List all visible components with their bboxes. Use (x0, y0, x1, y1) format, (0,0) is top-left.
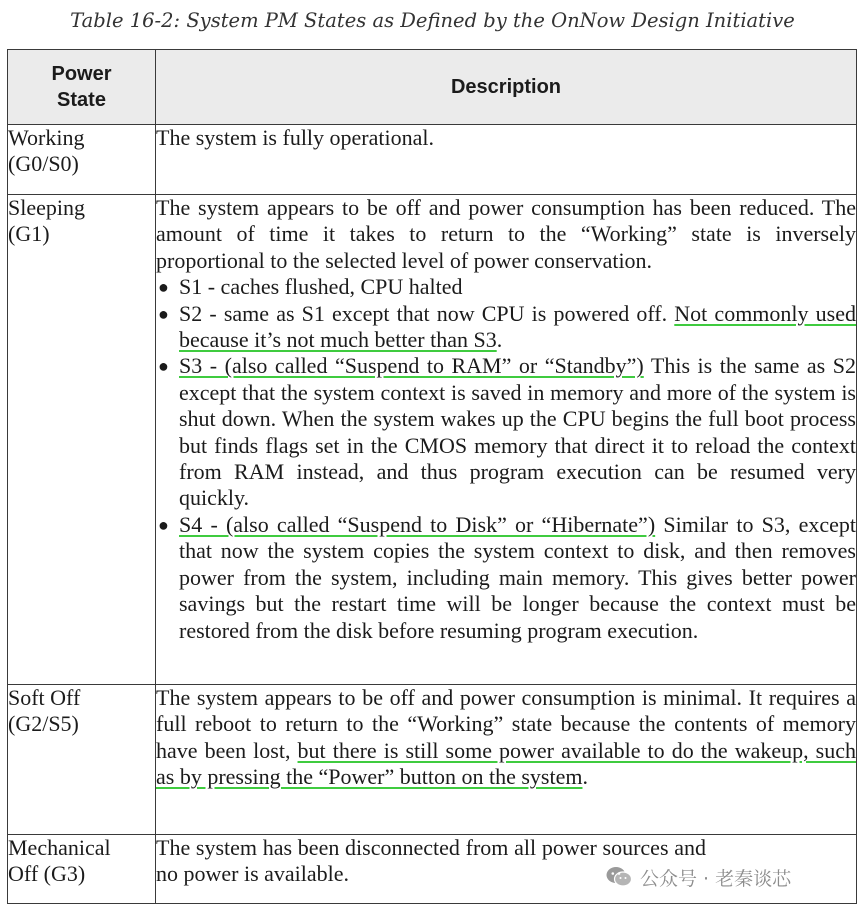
header-power-state-label: Power State (51, 63, 112, 111)
description-text (156, 685, 856, 791)
sleep-levels-list (156, 274, 856, 644)
bullet-icon: ● (158, 514, 169, 535)
watermark (606, 864, 791, 890)
header-description: Description (156, 50, 857, 125)
table-row (8, 125, 857, 195)
description-text: The system is fully operational. (156, 125, 434, 150)
bullet-icon: ● (158, 277, 169, 298)
power-states-table (7, 49, 857, 904)
state-label: Sleeping (G1) (8, 195, 85, 247)
description-cell (156, 685, 857, 835)
description-text: The system appears to be off and power consumption has been reduced. The amount of time it takes to return to the “Working” state is inversely proportional to the selected level of power conservation. (156, 195, 856, 273)
list-item (158, 274, 856, 300)
state-cell (8, 195, 156, 685)
description-cell (156, 125, 857, 195)
item-text: S2 - same as S1 except that now CPU is powered off. (179, 300, 675, 326)
item-text-suffix: . (496, 327, 503, 353)
state-cell (8, 125, 156, 195)
description-text: The system has been disconnected from all power sources and no power is available. (156, 835, 706, 887)
header-power-state (8, 50, 156, 125)
bullet-icon: ● (158, 356, 169, 377)
state-label: Mechanical Off (G3) (8, 835, 111, 887)
wechat-icon (606, 866, 632, 888)
list-item (158, 300, 856, 354)
bullet-icon: ● (158, 303, 169, 324)
description-cell (156, 195, 857, 685)
item-text-suffix: This is the same as S2 except that the system context is saved in memory and more of the system is shut down. When the system wakes up the CPU begins the full boot process but finds flags set in the CMOS memory that direct it to reload the context from RAM instead, and thus program execution can be resumed very quickly. (179, 353, 857, 511)
list-item (158, 353, 857, 511)
watermark-text: 公众号 · 老秦谈芯 (640, 867, 792, 890)
description-prefix: The system appears to be off and power consumption is minimal. It requires a full reboot to return to the “Working” state because the contents of memory have been lost, (156, 685, 856, 763)
table-row (8, 195, 857, 685)
description-suffix: . (582, 764, 588, 790)
highlighted-text: Not commonly used because it’s not much better than S3 (179, 300, 856, 353)
highlighted-text: but there is still some power available to do the wakeup, such as by pressing the “Power” button on the system (156, 737, 856, 790)
list-item (158, 511, 856, 644)
table-caption: Table 16-2: System PM States as Defined by the OnNow Design Initiative (70, 9, 795, 32)
table-row (8, 685, 857, 835)
state-cell (8, 685, 156, 835)
state-label: Soft Off (G2/S5) (8, 685, 81, 737)
state-cell (8, 835, 156, 904)
highlighted-text: S3 - (also called “Suspend to RAM” or “Standby”) (179, 353, 644, 379)
highlighted-text: S4 - (also called “Suspend to Disk” or “Hibernate”) (179, 511, 656, 537)
table-header-row (8, 50, 857, 125)
state-label: Working (G0/S0) (8, 125, 85, 177)
item-text-suffix: Similar to S3, except that now the system copies the system context to disk, and then removes power from the system, including main memory. This gives better power savings but the restart time will be longer because the context must be restored from the disk before resuming program execution. (179, 511, 856, 643)
item-text: S1 - caches flushed, CPU halted (179, 274, 463, 300)
